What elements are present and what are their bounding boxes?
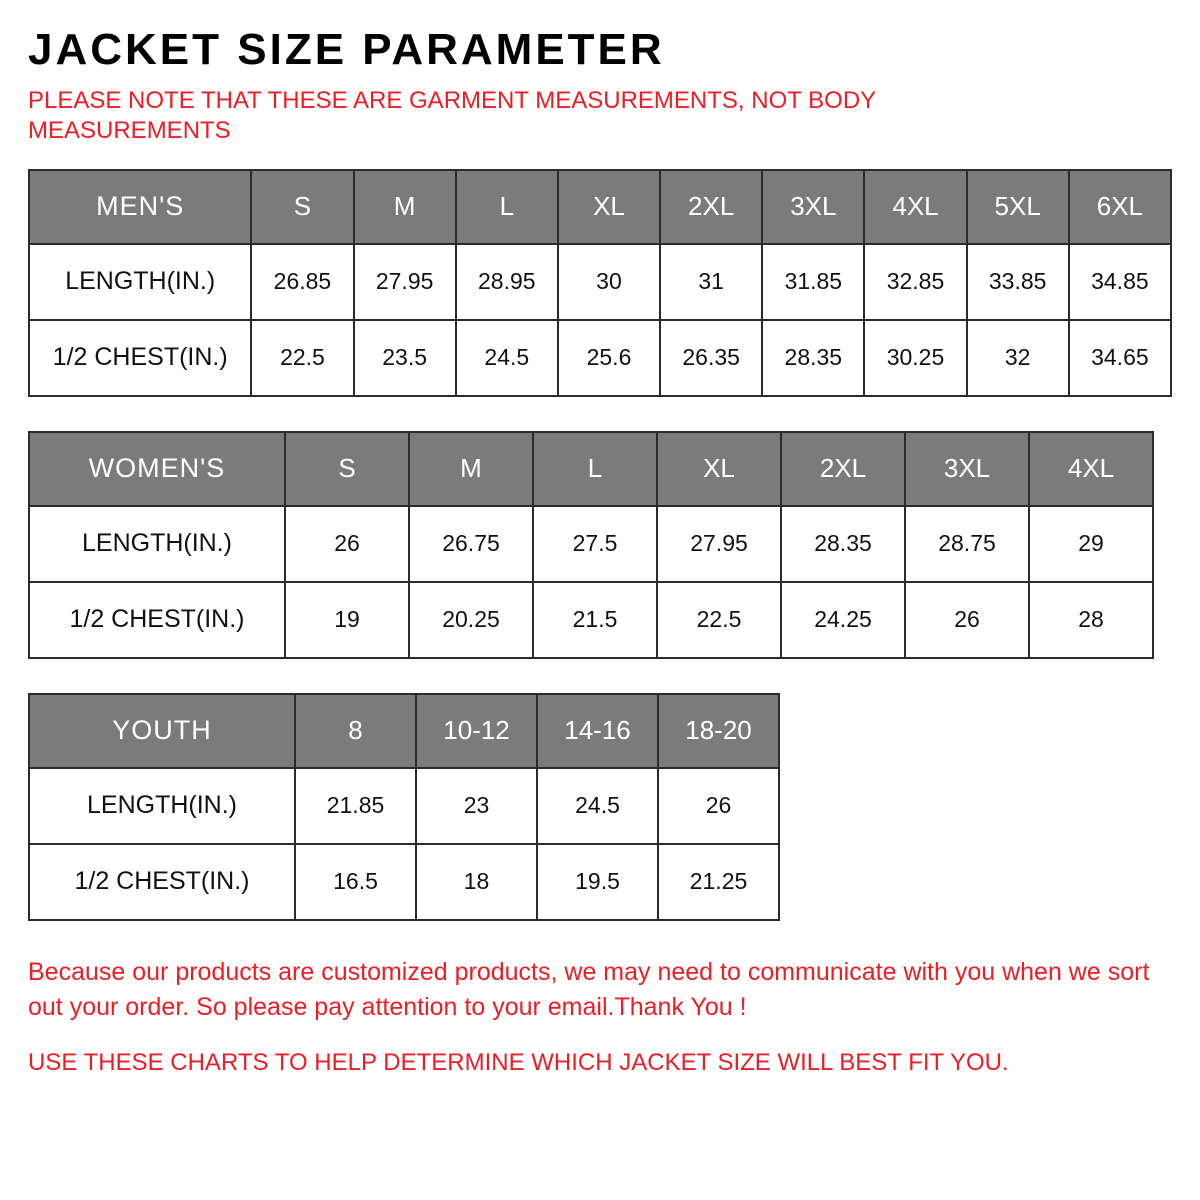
table-row (29, 244, 1171, 320)
mens-size-header: 3XL (762, 170, 864, 244)
womens-size-table (28, 431, 1154, 659)
row-label: 1/2 CHEST(IN.) (29, 582, 285, 658)
cell-value: 16.5 (295, 844, 416, 920)
cell-value: 30.25 (864, 320, 966, 396)
womens-size-header: XL (657, 432, 781, 506)
mens-size-header: 6XL (1069, 170, 1171, 244)
youth-header-label: YOUTH (29, 694, 295, 768)
mens-size-header: L (456, 170, 558, 244)
mens-size-header: S (251, 170, 353, 244)
footer-notes (28, 955, 1158, 1080)
cell-value: 29 (1029, 506, 1153, 582)
page-title: JACKET SIZE PARAMETER (28, 25, 665, 74)
mens-header-label: MEN'S (29, 170, 251, 244)
cell-value: 26.85 (251, 244, 353, 320)
footer-chart-usage-note: USE THESE CHARTS TO HELP DETERMINE WHICH JACKET SIZE WILL BEST FIT YOU. (28, 1048, 1009, 1076)
cell-value: 22.5 (657, 582, 781, 658)
womens-size-header: S (285, 432, 409, 506)
row-label: LENGTH(IN.) (29, 768, 295, 844)
cell-value: 28.35 (781, 506, 905, 582)
cell-value: 27.95 (354, 244, 456, 320)
womens-size-header: 2XL (781, 432, 905, 506)
cell-value: 24.5 (456, 320, 558, 396)
mens-size-header: M (354, 170, 456, 244)
womens-size-header: M (409, 432, 533, 506)
mens-size-header: XL (558, 170, 660, 244)
cell-value: 21.5 (533, 582, 657, 658)
cell-value: 31.85 (762, 244, 864, 320)
row-label: 1/2 CHEST(IN.) (29, 844, 295, 920)
footer-customization-note: Because our products are customized products, we may need to communicate with you when we sort out your order. So please pay attention to your email.Thank You ! (28, 957, 1150, 1022)
table-row (29, 320, 1171, 396)
cell-value: 32.85 (864, 244, 966, 320)
table-header-row (29, 170, 1171, 244)
cell-value: 26 (285, 506, 409, 582)
table-row (29, 582, 1153, 658)
cell-value: 26 (905, 582, 1029, 658)
cell-value: 18 (416, 844, 537, 920)
cell-value: 27.5 (533, 506, 657, 582)
table-row (29, 768, 779, 844)
cell-value: 19.5 (537, 844, 658, 920)
cell-value: 23.5 (354, 320, 456, 396)
cell-value: 28.35 (762, 320, 864, 396)
row-label: 1/2 CHEST(IN.) (29, 320, 251, 396)
cell-value: 31 (660, 244, 762, 320)
mens-size-header: 2XL (660, 170, 762, 244)
table-row (29, 844, 779, 920)
cell-value: 28 (1029, 582, 1153, 658)
cell-value: 28.95 (456, 244, 558, 320)
youth-size-header: 18-20 (658, 694, 779, 768)
measurement-note: PLEASE NOTE THAT THESE ARE GARMENT MEASUREMENTS, NOT BODY MEASUREMENTS (28, 86, 876, 145)
youth-size-table (28, 693, 780, 921)
youth-size-header: 8 (295, 694, 416, 768)
mens-size-header: 5XL (967, 170, 1069, 244)
cell-value: 21.25 (658, 844, 779, 920)
cell-value: 28.75 (905, 506, 1029, 582)
cell-value: 32 (967, 320, 1069, 396)
cell-value: 23 (416, 768, 537, 844)
womens-size-header: L (533, 432, 657, 506)
row-label: LENGTH(IN.) (29, 244, 251, 320)
table-header-row (29, 432, 1153, 506)
youth-size-header: 14-16 (537, 694, 658, 768)
cell-value: 34.65 (1069, 320, 1171, 396)
cell-value: 26.35 (660, 320, 762, 396)
cell-value: 24.5 (537, 768, 658, 844)
cell-value: 24.25 (781, 582, 905, 658)
youth-size-header: 10-12 (416, 694, 537, 768)
womens-size-header: 4XL (1029, 432, 1153, 506)
cell-value: 20.25 (409, 582, 533, 658)
table-header-row (29, 694, 779, 768)
womens-size-header: 3XL (905, 432, 1029, 506)
row-label: LENGTH(IN.) (29, 506, 285, 582)
cell-value: 25.6 (558, 320, 660, 396)
cell-value: 33.85 (967, 244, 1069, 320)
cell-value: 26.75 (409, 506, 533, 582)
cell-value: 27.95 (657, 506, 781, 582)
cell-value: 21.85 (295, 768, 416, 844)
mens-size-header: 4XL (864, 170, 966, 244)
womens-header-label: WOMEN'S (29, 432, 285, 506)
cell-value: 19 (285, 582, 409, 658)
mens-size-table (28, 169, 1172, 397)
cell-value: 26 (658, 768, 779, 844)
cell-value: 30 (558, 244, 660, 320)
cell-value: 34.85 (1069, 244, 1171, 320)
cell-value: 22.5 (251, 320, 353, 396)
table-row (29, 506, 1153, 582)
